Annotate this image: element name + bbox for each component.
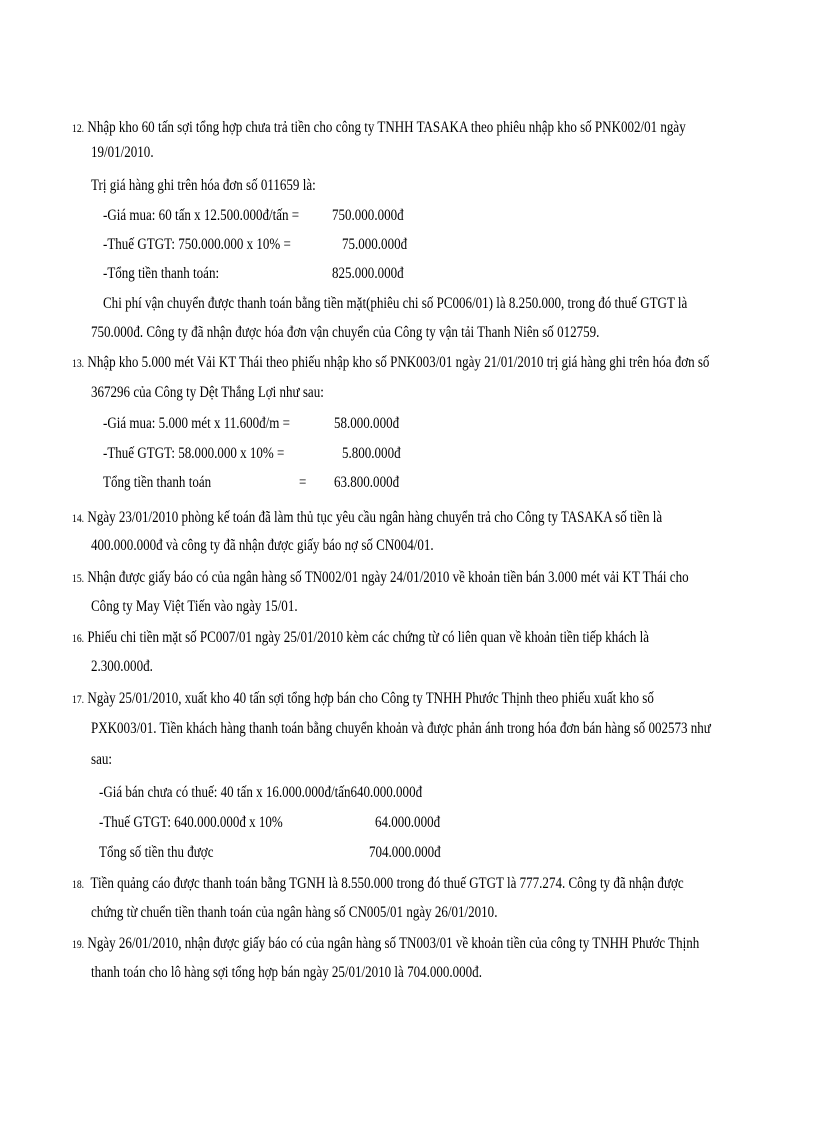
item-13-row-label: -Thuế GTGT: 58.000.000 x 10% = <box>103 445 285 462</box>
item-17-row-label: -Thuế GTGT: 640.000.000đ x 10% <box>99 814 283 831</box>
item-16-line-2: 2.300.000đ. <box>91 658 153 675</box>
item-16-line-1: 16. Phiếu chi tiền mặt số PC007/01 ngày 25/01/2010 kèm các chứng từ có liên quan về khoản tiền tiếp khách là <box>72 629 650 646</box>
item-17-line-3: sau: <box>91 751 112 768</box>
item-12-note-line-2: 750.000đ. Công ty đã nhận được hóa đơn vận chuyển của Công ty vận tải Thanh Niên số 012759. <box>91 324 600 341</box>
item-13-row-label: Tổng tiền thanh toán <box>103 474 212 491</box>
item-12-row-amount: 75.000.000đ <box>342 236 408 253</box>
item-18-line-1: 18. Tiền quảng cáo được thanh toán bằng TGNH là 8.550.000 trong đó thuế GTGT là 777.274. Công ty đã nhận được <box>72 875 684 892</box>
item-18-line-2: chứng từ chuển tiền thanh toán của ngân hàng số CN005/01 ngày 26/01/2010. <box>91 904 498 921</box>
item-number: 16. <box>72 633 85 645</box>
item-17-row-amount: 64.000.000đ <box>375 814 441 831</box>
item-19-line-1: 19. Ngày 26/01/2010, nhận được giấy báo có của ngân hàng số TN003/01 về khoản tiền của công ty TNHH Phước Thịnh <box>72 935 700 952</box>
item-number: 18. <box>72 879 85 891</box>
item-12-line-2: 19/01/2010. <box>91 144 154 161</box>
item-17-row-amount: 704.000.000đ <box>369 844 441 861</box>
item-13-row-amount: 63.800.000đ <box>334 474 400 491</box>
item-number: 14. <box>72 513 85 525</box>
item-12-row-label: -Thuế GTGT: 750.000.000 x 10% = <box>103 236 291 253</box>
item-17-line-1: 17. Ngày 25/01/2010, xuất kho 40 tấn sợi tổng hợp bán cho Công ty TNHH Phước Thịnh theo phiếu xuất kho số <box>72 690 654 707</box>
item-13-row-amount: 5.800.000đ <box>342 445 401 462</box>
item-14-line-2: 400.000.000đ và công ty đã nhận được giấy báo nợ số CN004/01. <box>91 537 434 554</box>
item-number: 13. <box>72 358 85 370</box>
item-12-row-label: -Tổng tiền thanh toán: <box>103 265 220 282</box>
item-19-line-2: thanh toán cho lô hàng sợi tổng hợp bán ngày 25/01/2010 là 704.000.000đ. <box>91 964 482 981</box>
item-17-line-2: PXK003/01. Tiền khách hàng thanh toán bằng chuyển khoản và được phản ánh trong hóa đơn bán hàng số 002573 như <box>91 720 711 737</box>
item-17-row-label: Tổng số tiền thu được <box>99 844 214 861</box>
item-number: 12. <box>72 123 85 135</box>
item-12-intro: Trị giá hàng ghi trên hóa đơn số 011659 là: <box>91 177 316 194</box>
item-13-line-1: 13. Nhập kho 5.000 mét Vải KT Thái theo phiếu nhập kho số PNK003/01 ngày 21/01/2010 trị giá hàng ghi trên hóa đơn số <box>72 354 710 371</box>
item-number: 19. <box>72 939 85 951</box>
item-15-line-1: 15. Nhận được giấy báo có của ngân hàng số TN002/01 ngày 24/01/2010 về khoản tiền bán 3.000 mét vải KT Thái cho <box>72 569 689 586</box>
item-14-line-1: 14. Ngày 23/01/2010 phòng kế toán đã làm thủ tục yêu cầu ngân hàng chuyển trả cho Công ty TASAKA số tiền là <box>72 509 663 526</box>
item-12-line-1: 12. Nhập kho 60 tấn sợi tổng hợp chưa trả tiền cho công ty TNHH TASAKA theo phiêu nhập kho số PNK002/01 ngày <box>72 119 686 136</box>
item-12-note-line-1: Chi phí vận chuyển được thanh toán bằng tiền mặt(phiêu chi số PC006/01) là 8.250.000, trong đó thuế GTGT là <box>103 295 688 312</box>
item-13-row-eq: = <box>299 474 307 491</box>
item-17-row-label: -Giá bán chưa có thuế: 40 tấn x 16.000.000đ/tấn640.000.000đ <box>99 784 423 801</box>
item-12-row-label: -Giá mua: 60 tấn x 12.500.000đ/tấn = <box>103 207 300 224</box>
item-13-row-amount: 58.000.000đ <box>334 415 400 432</box>
item-15-line-2: Công ty May Việt Tiến vào ngày 15/01. <box>91 598 298 615</box>
item-12-row-amount: 750.000.000đ <box>332 207 404 224</box>
item-number: 15. <box>72 573 85 585</box>
item-13-row-label: -Giá mua: 5.000 mét x 11.600đ/m = <box>103 415 290 432</box>
item-number: 17. <box>72 694 85 706</box>
item-12-row-amount: 825.000.000đ <box>332 265 404 282</box>
item-13-line-2: 367296 của Công ty Dệt Thắng Lợi như sau: <box>91 384 324 401</box>
